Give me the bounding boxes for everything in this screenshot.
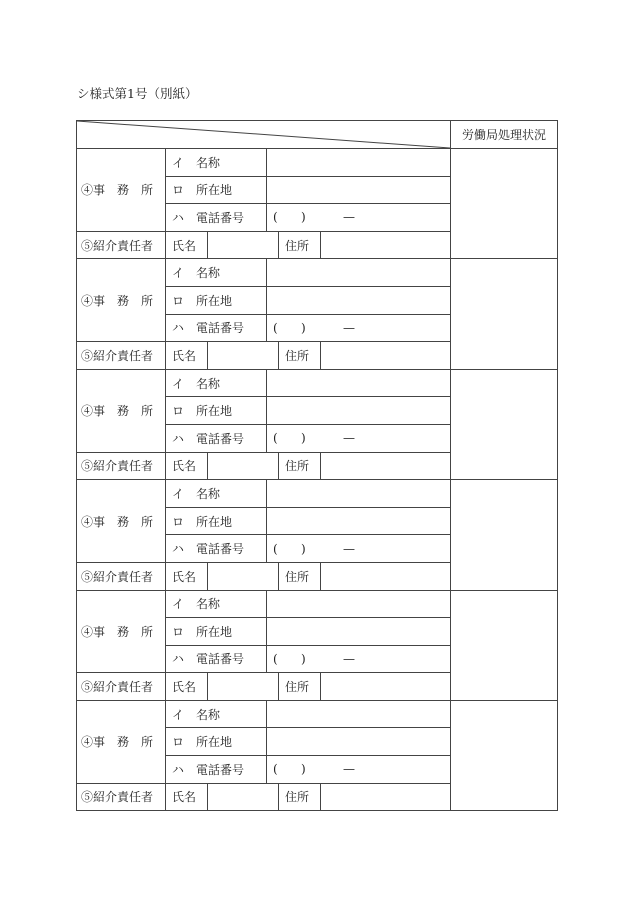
office-name-field[interactable]: [267, 259, 451, 287]
phone-label: [166, 424, 267, 452]
name-text: 名称: [196, 376, 221, 391]
address-text: 所在地: [196, 293, 233, 308]
phone-close-paren: ): [301, 320, 306, 335]
manager-name-label: 氏名: [166, 342, 208, 370]
name-prefix: イ: [172, 376, 185, 391]
phone-open-paren: (: [273, 210, 278, 225]
office-address-field[interactable]: [267, 176, 451, 204]
manager-name-label: 氏名: [166, 452, 208, 480]
manager-address-label: 住所: [279, 783, 321, 811]
phone-open-paren: (: [273, 762, 278, 777]
manager-label: ⑤紹介責任者: [77, 342, 166, 370]
office-address-field[interactable]: [267, 728, 451, 756]
office-name-field[interactable]: [267, 700, 451, 728]
phone-prefix: ハ: [172, 431, 185, 446]
phone-dash: —: [343, 431, 355, 446]
phone-open-paren: (: [273, 651, 278, 666]
address-label: [166, 507, 267, 535]
status-field[interactable]: [451, 480, 558, 590]
name-prefix: イ: [172, 155, 185, 170]
form-title: シ様式第1号（別紙）: [77, 86, 198, 101]
manager-label: ⑤紹介責任者: [77, 452, 166, 480]
diagonal-header-cell: [77, 121, 451, 149]
address-prefix: ロ: [172, 183, 185, 198]
phone-close-paren: ): [301, 431, 306, 446]
phone-open-paren: (: [273, 320, 278, 335]
status-field[interactable]: [451, 700, 558, 810]
address-prefix: ロ: [172, 624, 185, 639]
phone-dash: —: [343, 320, 355, 335]
diagonal-line: [77, 121, 450, 148]
phone-close-paren: ): [301, 651, 306, 666]
manager-name-field[interactable]: [208, 452, 279, 480]
office-phone-field[interactable]: [267, 424, 451, 452]
manager-address-field[interactable]: [321, 452, 451, 480]
manager-label: ⑤紹介責任者: [77, 783, 166, 811]
status-field[interactable]: [451, 590, 558, 700]
name-prefix: イ: [172, 597, 185, 612]
phone-dash: —: [343, 762, 355, 777]
phone-label: [166, 756, 267, 784]
manager-address-label: 住所: [279, 562, 321, 590]
office-label: ④事 務 所: [77, 259, 166, 342]
office-label: ④事 務 所: [77, 590, 166, 673]
address-prefix: ロ: [172, 735, 185, 750]
phone-text: 電話番号: [196, 321, 245, 336]
phone-label: [166, 645, 267, 673]
manager-label: ⑤紹介責任者: [77, 673, 166, 701]
office-name-row: [77, 259, 558, 287]
office-name-row: [77, 700, 558, 728]
office-address-field[interactable]: [267, 286, 451, 314]
name-label: [166, 700, 267, 728]
phone-dash: —: [343, 651, 355, 666]
manager-name-label: 氏名: [166, 562, 208, 590]
office-name-row: [77, 590, 558, 618]
phone-close-paren: ): [301, 762, 306, 777]
phone-prefix: ハ: [172, 652, 185, 667]
phone-text: 電話番号: [196, 542, 245, 557]
name-label: [166, 259, 267, 287]
office-phone-field[interactable]: [267, 535, 451, 563]
name-label: [166, 590, 267, 618]
phone-label: [166, 535, 267, 563]
name-text: 名称: [196, 155, 221, 170]
status-header: 労働局処理状況: [451, 121, 558, 149]
address-prefix: ロ: [172, 293, 185, 308]
phone-prefix: ハ: [172, 321, 185, 336]
header-row: [77, 121, 558, 149]
manager-address-field[interactable]: [321, 783, 451, 811]
address-label: [166, 176, 267, 204]
office-label: ④事 務 所: [77, 149, 166, 232]
manager-address-label: 住所: [279, 342, 321, 370]
manager-name-label: 氏名: [166, 231, 208, 259]
office-name-field[interactable]: [267, 369, 451, 397]
manager-address-field[interactable]: [321, 673, 451, 701]
phone-text: 電話番号: [196, 210, 245, 225]
phone-text: 電話番号: [196, 431, 245, 446]
manager-name-field[interactable]: [208, 562, 279, 590]
address-text: 所在地: [196, 514, 233, 529]
status-field[interactable]: [451, 149, 558, 259]
name-prefix: イ: [172, 486, 185, 501]
phone-open-paren: (: [273, 541, 278, 556]
manager-name-field[interactable]: [208, 231, 279, 259]
manager-address-field[interactable]: [321, 562, 451, 590]
office-label: ④事 務 所: [77, 480, 166, 563]
name-label: [166, 480, 267, 508]
manager-address-label: 住所: [279, 231, 321, 259]
name-text: 名称: [196, 266, 221, 281]
phone-label: [166, 204, 267, 232]
office-label: ④事 務 所: [77, 700, 166, 783]
phone-prefix: ハ: [172, 210, 185, 225]
phone-prefix: ハ: [172, 542, 185, 557]
address-text: 所在地: [196, 624, 233, 639]
phone-prefix: ハ: [172, 762, 185, 777]
office-name-field[interactable]: [267, 149, 451, 177]
name-text: 名称: [196, 486, 221, 501]
phone-dash: —: [343, 541, 355, 556]
address-prefix: ロ: [172, 404, 185, 419]
status-field[interactable]: [451, 369, 558, 479]
manager-address-field[interactable]: [321, 342, 451, 370]
office-phone-field[interactable]: [267, 204, 451, 232]
phone-label: [166, 314, 267, 342]
address-prefix: ロ: [172, 514, 185, 529]
phone-close-paren: ): [301, 210, 306, 225]
office-label: ④事 務 所: [77, 369, 166, 452]
manager-label: ⑤紹介責任者: [77, 562, 166, 590]
manager-name-field[interactable]: [208, 342, 279, 370]
office-name-row: [77, 149, 558, 177]
name-text: 名称: [196, 707, 221, 722]
address-text: 所在地: [196, 183, 233, 198]
manager-name-label: 氏名: [166, 673, 208, 701]
phone-text: 電話番号: [196, 762, 245, 777]
office-address-field[interactable]: [267, 507, 451, 535]
manager-address-label: 住所: [279, 452, 321, 480]
name-text: 名称: [196, 597, 221, 612]
manager-name-label: 氏名: [166, 783, 208, 811]
office-name-field[interactable]: [267, 480, 451, 508]
manager-name-field[interactable]: [208, 673, 279, 701]
address-label: [166, 286, 267, 314]
office-phone-field[interactable]: [267, 645, 451, 673]
address-label: [166, 728, 267, 756]
office-address-field[interactable]: [267, 618, 451, 646]
office-phone-field[interactable]: [267, 756, 451, 784]
manager-address-field[interactable]: [321, 231, 451, 259]
office-name-row: [77, 369, 558, 397]
office-address-field[interactable]: [267, 397, 451, 425]
address-label: [166, 618, 267, 646]
address-text: 所在地: [196, 735, 233, 750]
office-name-field[interactable]: [267, 590, 451, 618]
phone-open-paren: (: [273, 431, 278, 446]
name-label: [166, 149, 267, 177]
manager-label: ⑤紹介責任者: [77, 231, 166, 259]
name-prefix: イ: [172, 707, 185, 722]
name-prefix: イ: [172, 266, 185, 281]
office-name-row: [77, 480, 558, 508]
office-phone-field[interactable]: [267, 314, 451, 342]
registration-table: [76, 120, 558, 811]
manager-address-label: 住所: [279, 673, 321, 701]
address-label: [166, 397, 267, 425]
manager-name-field[interactable]: [208, 783, 279, 811]
phone-close-paren: ): [301, 541, 306, 556]
phone-text: 電話番号: [196, 652, 245, 667]
name-label: [166, 369, 267, 397]
status-field[interactable]: [451, 259, 558, 369]
phone-dash: —: [343, 210, 355, 225]
address-text: 所在地: [196, 404, 233, 419]
